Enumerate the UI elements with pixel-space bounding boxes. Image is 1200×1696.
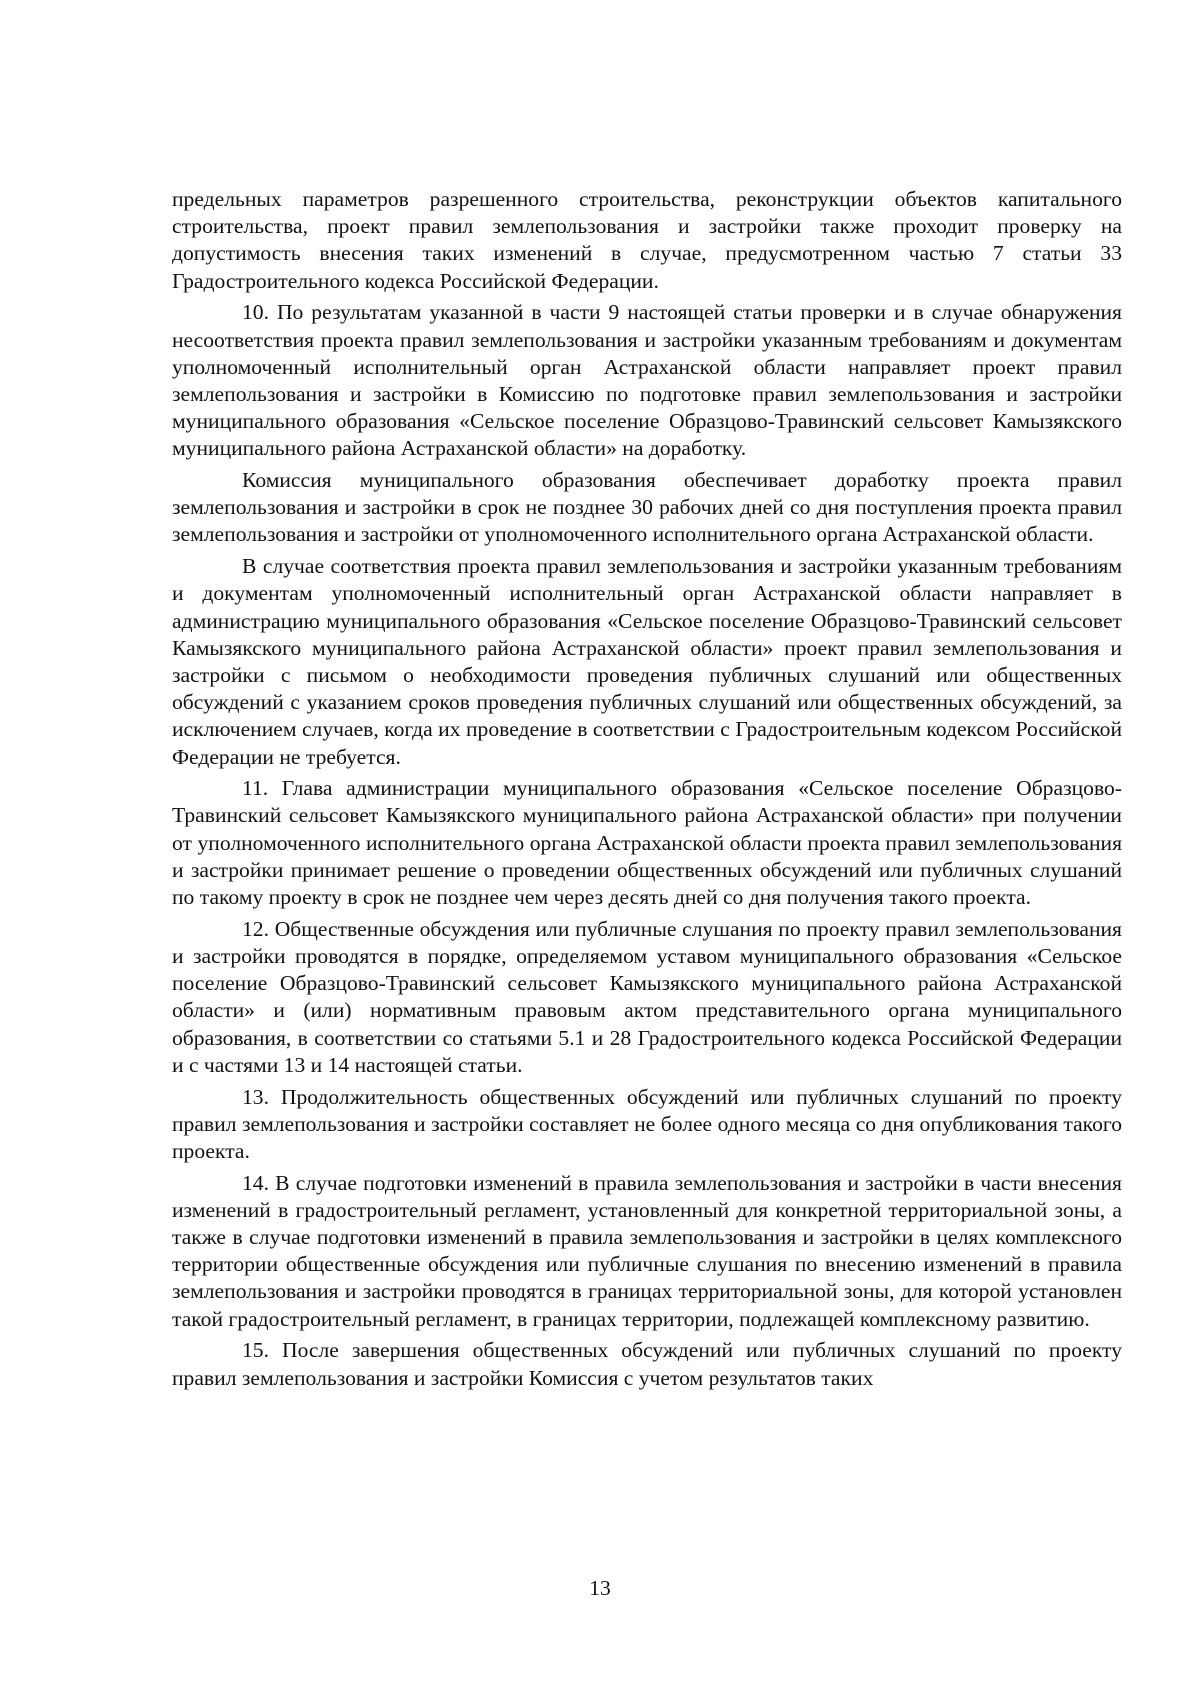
paragraph-item-10: 10. По результатам указанной в части 9 настоящей статьи проверки и в случае обнаружения несоответствия проекта правил землепользования и застройки указанным требованиям и документам уполномоченный исполнительный орган Астраханской области направляет проект правил землепользования и застройки в Комиссию по подготовке правил землепользования и застройки муниципального образования «Сельское поселение Образцово-Травинский сельсовет Камызякского муниципального района Астраханской области» на доработку.	[172, 300, 1122, 461]
paragraph-item-11: 11. Глава администрации муниципального образования «Сельское поселение Образцово-Травинский сельсовет Камызякского муниципального района Астраханской области» при получении от уполномоченного исполнительного органа Астраханской области проекта правил землепользования и застройки принимает решение о проведении общественных обсуждений или публичных слушаний по такому проекту в срок не позднее чем через десять дней со дня получения такого проекта.	[172, 776, 1122, 910]
paragraph-compliance-case: В случае соответствия проекта правил землепользования и застройки указанным требованиям и документам уполномоченный исполнительный орган Астраханской области направляет в администрацию муниципального образования «Сельское поселение Образцово-Травинский сельсовет Камызякского муниципального района Астраханской области» проект правил землепользования и застройки с письмом о необходимости проведения публичных слушаний или общественных обсуждений с указанием сроков проведения публичных слушаний или общественных обсуждений, за исключением случаев, когда их проведение в соответствии с Градостроительным кодексом Российской Федерации не требуется.	[172, 554, 1122, 769]
paragraph-item-14: 14. В случае подготовки изменений в правила землепользования и застройки в части внесения изменений в градостроительный регламент, установленный для конкретной территориальной зоны, а также в случае подготовки изменений в правила землепользования и застройки в целях комплексного территории общественные обсуждения или публичные слушания по внесению изменений в правила землепользования и застройки проводятся в границах территориальной зоны, для которой установлен такой градостроительный регламент, в границах территории, подлежащей комплексному развитию.	[172, 1170, 1122, 1331]
paragraph-item-13: 13. Продолжительность общественных обсуждений или публичных слушаний по проекту правил землепользования и застройки составляет не более одного месяца со дня опубликования такого проекта.	[172, 1084, 1122, 1163]
document-body	[172, 186, 1122, 1396]
paragraph-commission-revision: Комиссия муниципального образования обеспечивает доработку проекта правил землепользования и застройки в срок не позднее 30 рабочих дней со дня поступления проекта правил землепользования и застройки от уполномоченного исполнительного органа Астраханской области.	[172, 468, 1122, 547]
paragraph-item-12: 12. Общественные обсуждения или публичные слушания по проекту правил землепользования и застройки проводятся в порядке, определяемом уставом муниципального образования «Сельское поселение Образцово-Травинский сельсовет Камызякского муниципального района Астраханской области» и (или) нормативным правовым актом представительного органа муниципального образования, в соответствии со статьями 5.1 и 28 Градостроительного кодекса Российской Федерации и с частями 13 и 14 настоящей статьи.	[172, 916, 1122, 1077]
page-number: 13	[589, 1576, 611, 1600]
paragraph-item-15: 15. После завершения общественных обсуждений или публичных слушаний по проекту правил землепользования и застройки Комиссия с учетом результатов таких	[172, 1338, 1122, 1390]
paragraph-continuation: предельных параметров разрешенного строительства, реконструкции объектов капитального строительства, проект правил землепользования и застройки также проходит проверку на допустимость внесения таких изменений в случае, предусмотренном частью 7 статьи 33 Градостроительного кодекса Российской Федерации.	[172, 187, 1122, 293]
